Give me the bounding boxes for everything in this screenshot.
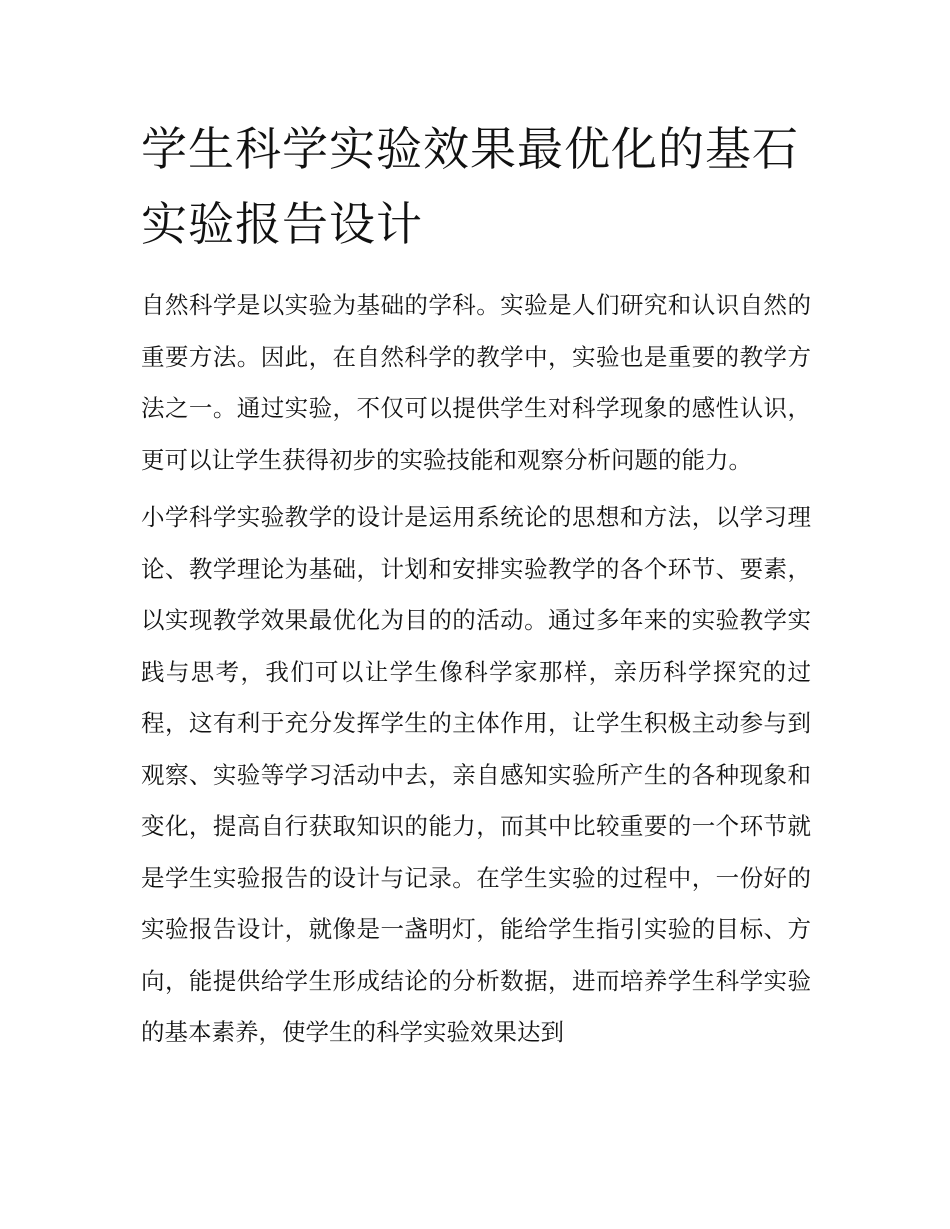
paragraph-intro: 自然科学是以实验为基础的学科。实验是人们研究和认识自然的重要方法。因此，在自然科学的教学中，实验也是重要的教学方法之一。通过实验，不仅可以提供学生对科学现象的感性认识，更可以让学生获得初步的实验技能和观察分析问题的能力。 [141,291,811,474]
document-title: 学生科学实验效果最优化的基石实验报告设计 [141,122,799,251]
paragraph-design: 小学科学实验教学的设计是运用系统论的思想和方法，以学习理论、教学理论为基础，计划和安排实验教学的各个环节、要素，以实现教学效果最优化为目的的活动。通过多年来的实验教学实践与思考，我们可以让学生像科学家那样，亲历科学探究的过程，这有利于充分发挥学生的主体作用，让学生积极主动参与到观察、实验等学习活动中去，亲自感知实验所产生的各种现象和变化，提高自行获取知识的能力，而其中比较重要的一个环节就是学生实验报告的设计与记录。在学生实验的过程中，一份好的实验报告设计，就像是一盏明灯，能给学生指引实验的目标、方向，能提供给学生形成结论的分析数据，进而培养学生科学实验的基本素养，使学生的科学实验效果达到 [141,503,811,1046]
document-content [141,112,811,1059]
